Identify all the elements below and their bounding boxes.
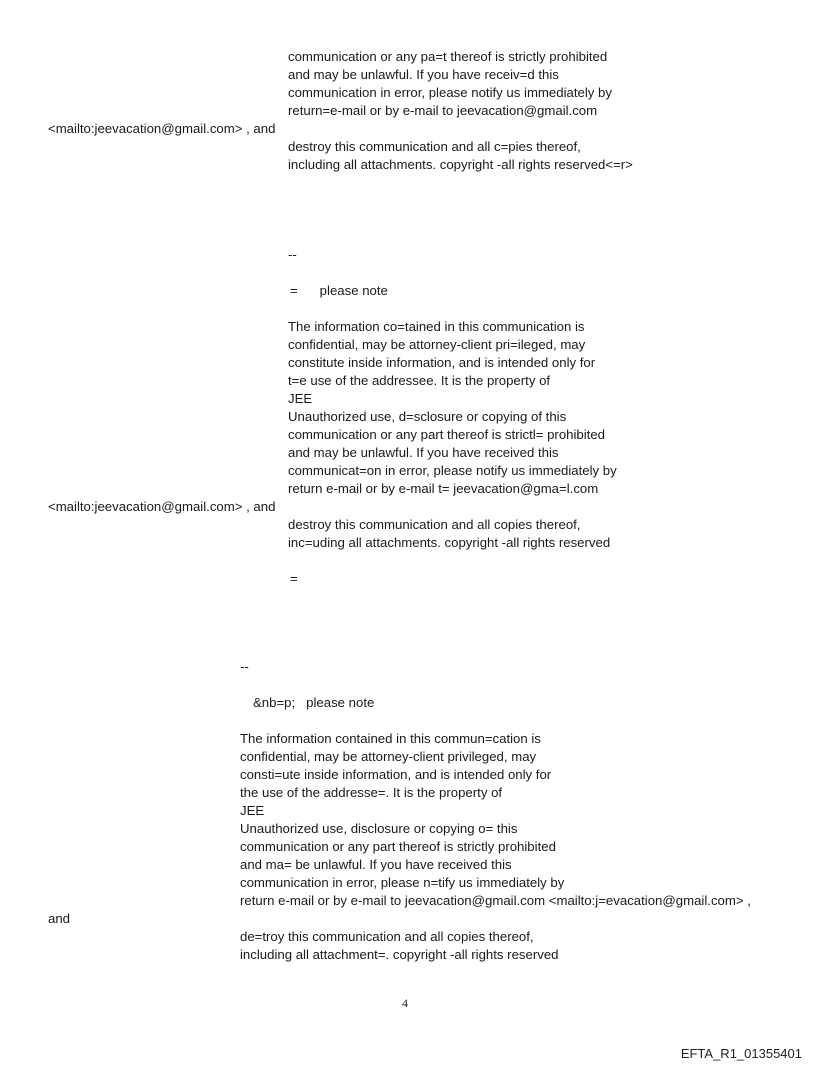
separator: -- [240, 659, 249, 674]
text-line: consti=ute inside information, and is intended only for [240, 767, 552, 782]
block3-closing [240, 928, 559, 964]
text-line: confidential, may be attorney-client pri=ileged, may [288, 337, 586, 352]
text-line: The information co=tained in this communication is [288, 319, 585, 334]
text-line: return e-mail or by e-mail to jeevacation@gmail.com <mailto:j=evacation@gmail.com> , [240, 893, 751, 908]
page-number: 4 [402, 996, 408, 1010]
text-line: de=troy this communication and all copies thereof, [240, 929, 534, 944]
text-line: t=e use of the addressee. It is the property of [288, 373, 551, 388]
and-line: and [48, 911, 71, 926]
text-line: destroy this communication and all c=pies thereof, [288, 139, 581, 154]
text-line: the use of the addresse=. It is the property of [240, 785, 503, 800]
text-line: communication or any part thereof is strictly prohibited [240, 839, 556, 854]
text-line: JEE [240, 803, 265, 818]
block1-closing [288, 138, 633, 174]
text-line: constitute inside information, and is intended only for [288, 355, 596, 370]
text-line: and ma= be unlawful. If you have received this [240, 857, 512, 872]
please-note-line: = please note [290, 283, 388, 298]
block3-body [240, 730, 751, 910]
text-line: including all attachments. copyright -all rights reserved<=r> [288, 157, 633, 172]
text-line: Unauthorized use, disclosure or copying o= this [240, 821, 518, 836]
text-line: communication or any pa=t thereof is strictly prohibited [288, 49, 608, 64]
end-mark: = [290, 571, 298, 586]
text-line: destroy this communication and all copies thereof, [288, 517, 581, 532]
text-line: return=e-mail or by e-mail to jeevacation@gmail.com [288, 103, 598, 118]
text-line: return e-mail or by e-mail t= jeevacation@gma=l.com [288, 481, 599, 496]
block1-body [288, 48, 612, 120]
mailto-line: <mailto:jeevacation@gmail.com> , and [48, 499, 276, 514]
block2-closing [288, 516, 610, 552]
text-line: communication in error, please notify us immediately by [288, 85, 612, 100]
text-line: JEE [288, 391, 313, 406]
separator: -- [288, 247, 297, 262]
text-line: including all attachment=. copyright -all rights reserved [240, 947, 559, 962]
text-line: The information contained in this commun=cation is [240, 731, 541, 746]
text-line: inc=uding all attachments. copyright -all rights reserved [288, 535, 611, 550]
text-line: communication or any part thereof is strictl= prohibited [288, 427, 606, 442]
block2-body [288, 318, 617, 498]
text-line: communicat=on in error, please notify us immediately by [288, 463, 617, 478]
text-line: Unauthorized use, d=sclosure or copying of this [288, 409, 567, 424]
text-line: communication in error, please n=tify us immediately by [240, 875, 565, 890]
mailto-line: <mailto:jeevacation@gmail.com> , and [48, 121, 276, 136]
please-note-line: &nb=p; please note [253, 695, 375, 710]
text-line: confidential, may be attorney-client privileged, may [240, 749, 537, 764]
text-line: and may be unlawful. If you have receiv=d this [288, 67, 559, 82]
footer-document-id: EFTA_R1_01355401 [680, 1046, 802, 1061]
text-line: and may be unlawful. If you have received this [288, 445, 559, 460]
